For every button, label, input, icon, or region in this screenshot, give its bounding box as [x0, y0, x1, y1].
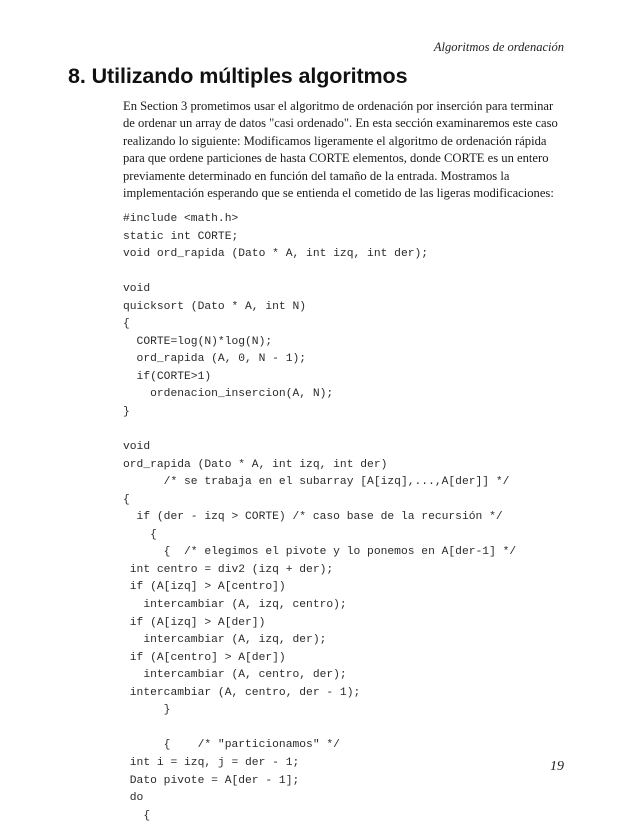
code-line: /* se trabaja en el subarray [A[izq],...,A[der]] */	[123, 476, 510, 489]
code-line: if (A[izq] > A[der])	[123, 616, 266, 629]
intro-line: En Section 3 prometimos usar el algoritmo de ordenación por inserción para terminar	[123, 99, 554, 113]
code-line: void ord_rapida (Dato * A, int izq, int der);	[123, 248, 429, 261]
page-number: 19	[550, 759, 564, 774]
code-line: if (der - izq > CORTE) /* caso base de la recursión */	[123, 511, 503, 524]
code-line: {	[123, 809, 151, 822]
code-line: if (A[izq] > A[centro])	[123, 581, 286, 594]
code-line: #include <math.h>	[123, 213, 239, 225]
code-line: static int CORTE;	[123, 230, 239, 243]
intro-paragraph	[123, 98, 571, 202]
code-line: ord_rapida (Dato * A, int izq, int der)	[123, 458, 388, 471]
intro-line: implementación esperando que se entienda el cometido de las ligeras modificaciones:	[123, 186, 554, 201]
code-line: ordenacion_insercion(A, N);	[123, 388, 334, 401]
code-line	[123, 264, 573, 282]
intro-line: para que ordene particiones de hasta CORTE elementos, donde CORTE es un entero	[123, 151, 549, 166]
code-line: {	[123, 318, 130, 331]
code-listing	[123, 211, 573, 825]
intro-line: de ordenar un array de datos "casi ordenado". En esta sección examinaremos este caso	[123, 116, 558, 131]
code-line: do	[123, 792, 144, 805]
code-line: { /* elegimos el pivote y lo ponemos en A[der-1] */	[123, 546, 517, 559]
code-line: quicksort (Dato * A, int N)	[123, 300, 307, 313]
code-line: intercambiar (A, izq, centro);	[123, 599, 347, 612]
intro-line: previamente determinado en función del tamaño de la entrada. Mostramos la	[123, 168, 510, 183]
code-line: if (A[centro] > A[der])	[123, 651, 286, 664]
code-line: intercambiar (A, izq, der);	[123, 634, 327, 647]
running-header: Algoritmos de ordenación	[433, 40, 564, 54]
code-line: }	[123, 406, 130, 419]
code-line: CORTE=log(N)*log(N);	[123, 335, 273, 348]
code-line: if(CORTE>1)	[123, 370, 212, 383]
code-line: {	[123, 493, 130, 506]
code-line: { /* "particionamos" */	[123, 739, 340, 752]
code-line: {	[123, 528, 157, 541]
section-title: 8. Utilizando múltiples algoritmos	[68, 64, 408, 88]
intro-line: realizando lo siguiente: Modificamos ligeramente el algoritmo de ordenación rápida	[123, 133, 547, 148]
code-line: intercambiar (A, centro, der - 1);	[123, 686, 361, 699]
code-line: void	[123, 441, 151, 454]
code-line: int centro = div2 (izq + der);	[123, 563, 334, 576]
code-line: int i = izq, j = der - 1;	[123, 756, 300, 769]
code-line: void	[123, 283, 151, 296]
code-line: Dato pivote = A[der - 1];	[123, 774, 300, 787]
code-line	[123, 720, 573, 738]
code-line: }	[123, 704, 171, 717]
code-line	[123, 422, 573, 440]
code-line: intercambiar (A, centro, der);	[123, 669, 347, 682]
code-line: ord_rapida (A, 0, N - 1);	[123, 353, 307, 366]
